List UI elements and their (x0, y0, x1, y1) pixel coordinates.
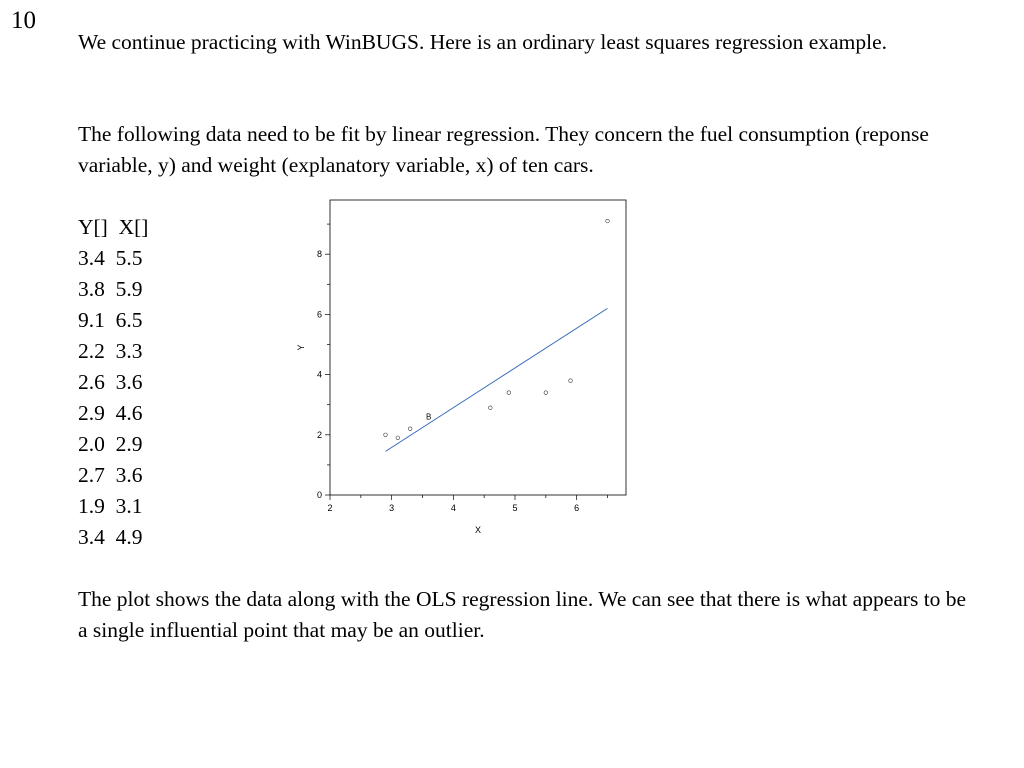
plot-frame (330, 200, 626, 495)
y-tick-label: 6 (316, 309, 322, 320)
table-row: 1.9 3.1 (78, 494, 143, 518)
table-header: Y[] X[] (78, 215, 149, 239)
x-axis-label: X (474, 525, 482, 535)
data-table (78, 212, 148, 553)
x-tick-label: 2 (327, 503, 333, 513)
table-row: 3.8 5.9 (78, 277, 143, 301)
x-tick-label: 6 (574, 503, 580, 513)
table-row: 2.7 3.6 (78, 463, 143, 487)
regression-line (386, 308, 608, 451)
x-tick-label: 5 (512, 503, 518, 513)
data-point: B (425, 412, 432, 422)
page-number: 10 (11, 7, 36, 34)
table-row: 2.9 4.6 (78, 401, 143, 425)
y-tick-label: 2 (316, 429, 322, 440)
y-tick-label: 4 (316, 369, 322, 380)
x-tick-label: 3 (389, 503, 395, 513)
table-row: 2.0 2.9 (78, 432, 143, 456)
data-point (569, 379, 573, 383)
data-point (408, 427, 412, 431)
table-row: 3.4 5.5 (78, 246, 143, 270)
table-row: 9.1 6.5 (78, 308, 143, 332)
scatter-plot (290, 190, 640, 540)
intro-paragraph: We continue practicing with WinBUGS. Here is an ordinary least squares regression example. (78, 30, 888, 54)
data-point (606, 219, 610, 223)
data-point (384, 433, 388, 437)
y-tick-label: 8 (316, 249, 322, 260)
table-row: 2.6 3.6 (78, 370, 143, 394)
y-axis-label: Y (296, 344, 306, 351)
x-tick-label: 4 (450, 503, 456, 513)
table-row: 2.2 3.3 (78, 339, 143, 363)
y-tick-label: 0 (316, 490, 322, 500)
data-point (544, 391, 548, 395)
table-row: 3.4 4.9 (78, 525, 143, 549)
data-point (489, 406, 493, 410)
description-paragraph: The following data need to be fit by linear regression. They concern the fuel consumption (reponse variable, y) and weight (explanatory variable, x) of ten cars. (78, 122, 929, 177)
data-point (396, 436, 400, 440)
data-point (507, 391, 511, 395)
conclusion-paragraph: The plot shows the data along with the OLS regression line. We can see that there is what appears to be a single influential point that may be an outlier. (78, 587, 967, 642)
